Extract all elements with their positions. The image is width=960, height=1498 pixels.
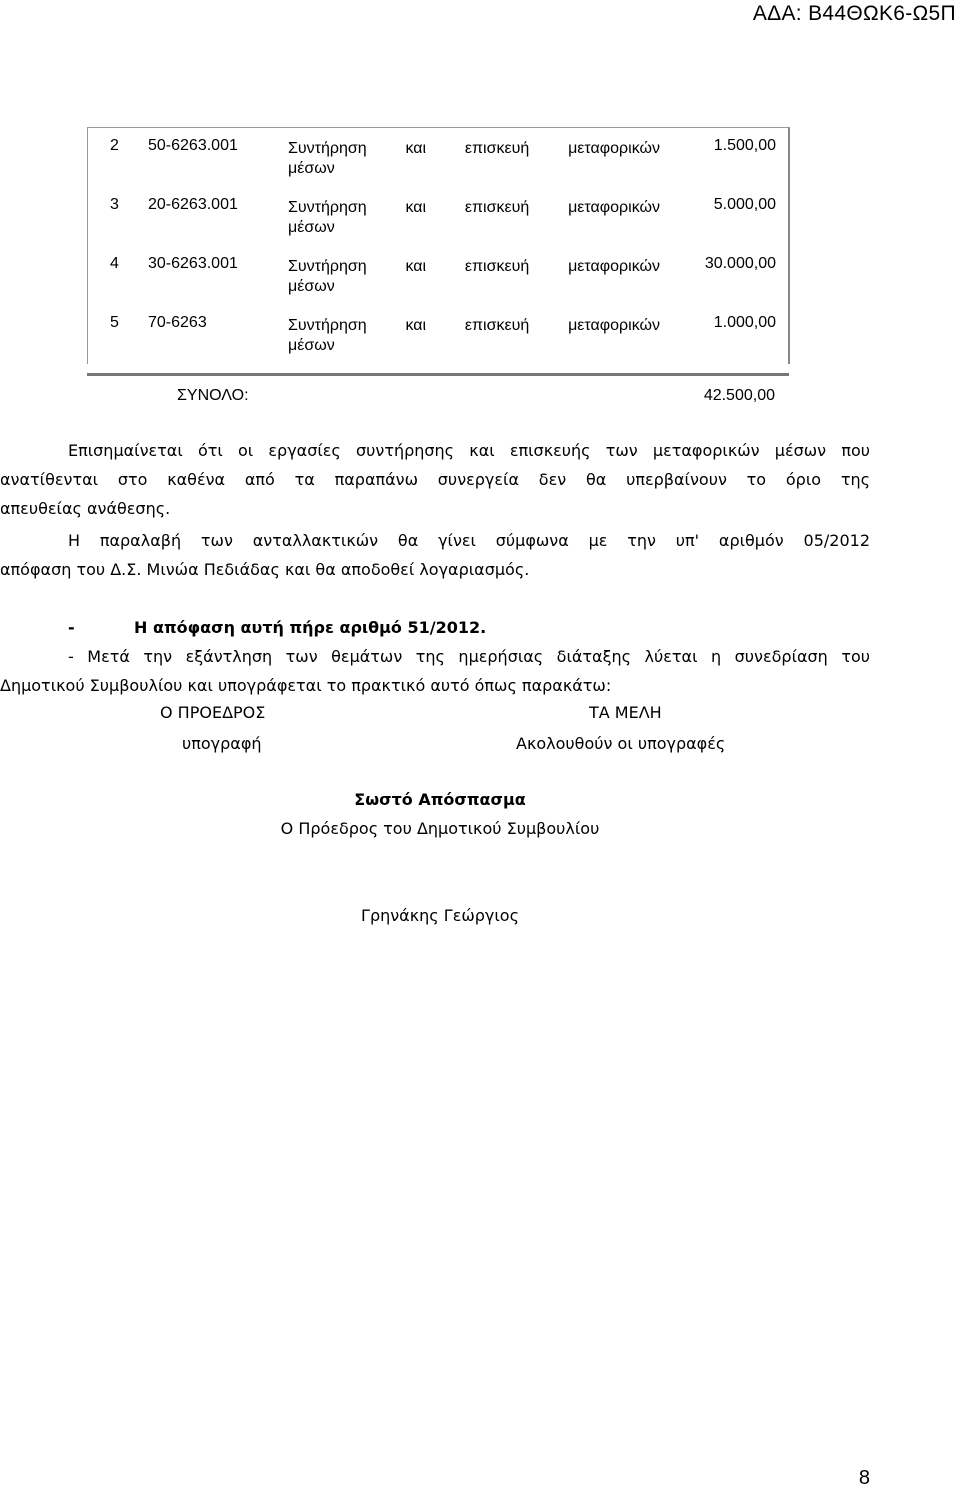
row-number: 4 [110, 255, 119, 272]
president-name: Γρηνάκης Γεώργιος [361, 906, 519, 925]
account-code: 50-6263.001 [148, 137, 238, 154]
paragraph-closing [0, 642, 870, 700]
closing-line-1: - Μετά την εξάντληση των θεμάτων της ημερήσιας διάταξης λύεται η συνεδρίαση του [68, 647, 870, 666]
president-signature: υπογραφή [182, 734, 262, 753]
table-row [88, 246, 788, 305]
row-description: Συντήρηση και επισκευή μεταφορικών [288, 199, 660, 216]
table-row [88, 305, 788, 364]
row-description-cont: μέσων [288, 219, 335, 236]
page-number: 8 [858, 1467, 870, 1489]
row-number: 2 [110, 137, 119, 154]
table-row [88, 187, 788, 246]
notice-line-3: απευθείας ανάθεσης. [0, 499, 171, 518]
row-amount: 5.000,00 [713, 196, 776, 213]
account-code: 20-6263.001 [148, 196, 238, 213]
row-description: Συντήρηση και επισκευή μεταφορικών [288, 258, 660, 275]
paragraph-notice [0, 436, 870, 523]
row-description-cont: μέσων [288, 278, 335, 295]
members-title: ΤΑ ΜΕΛΗ [589, 703, 662, 722]
total-amount: 42.500,00 [703, 387, 775, 404]
row-description-cont: μέσων [288, 160, 335, 177]
account-code: 30-6263.001 [148, 255, 238, 272]
account-code: 70-6263 [148, 314, 207, 331]
table-divider [87, 373, 789, 376]
total-label: ΣΥΝΟΛΟ: [177, 387, 249, 404]
notice-line-2: ανατίθενται στο καθένα από τα παραπάνω συνεργεία δεν θα υπερβαίνουν το όριο της [0, 470, 870, 489]
certified-extract-title: Σωστό Απόσπασμα [354, 790, 526, 809]
members-signature: Ακολουθούν οι υπογραφές [516, 734, 726, 753]
row-description: Συντήρηση και επισκευή μεταφορικών [288, 140, 660, 157]
table-row [88, 128, 788, 187]
closing-line-2: Δημοτικού Συμβουλίου και υπογράφεται το πρακτικό αυτό όπως παρακάτω: [0, 676, 612, 695]
notice-line-1: Επισημαίνεται ότι οι εργασίες συντήρησης και επισκευής των μεταφορικών μέσων που [68, 441, 870, 460]
row-number: 5 [110, 314, 119, 331]
parts-line-2: απόφαση του Δ.Σ. Μινώα Πεδιάδας και θα αποδοθεί λογαριασμός. [0, 560, 530, 579]
president-role: Ο Πρόεδρος του Δημοτικού Συμβουλίου [280, 819, 600, 838]
decision-dash: - [68, 618, 75, 637]
row-description: Συντήρηση και επισκευή μεταφορικών [288, 317, 660, 334]
decision-text: Η απόφαση αυτή πήρε αριθμό 51/2012. [134, 618, 487, 637]
row-amount: 30.000,00 [704, 255, 776, 272]
row-amount: 1.500,00 [713, 137, 776, 154]
president-title: Ο ΠΡΟΕΔΡΟΣ [160, 703, 266, 722]
ada-code: ΑΔΑ: Β44ΘΩΚ6-Ω5Π [752, 2, 956, 25]
row-number: 3 [110, 196, 119, 213]
row-amount: 1.000,00 [713, 314, 776, 331]
budget-table [87, 127, 790, 364]
total-row [87, 383, 787, 411]
paragraph-parts [0, 526, 870, 584]
parts-line-1: Η παραλαβή των ανταλλακτικών θα γίνει σύμφωνα με την υπ' αριθμόν 05/2012 [68, 531, 870, 550]
row-description-cont: μέσων [288, 337, 335, 354]
